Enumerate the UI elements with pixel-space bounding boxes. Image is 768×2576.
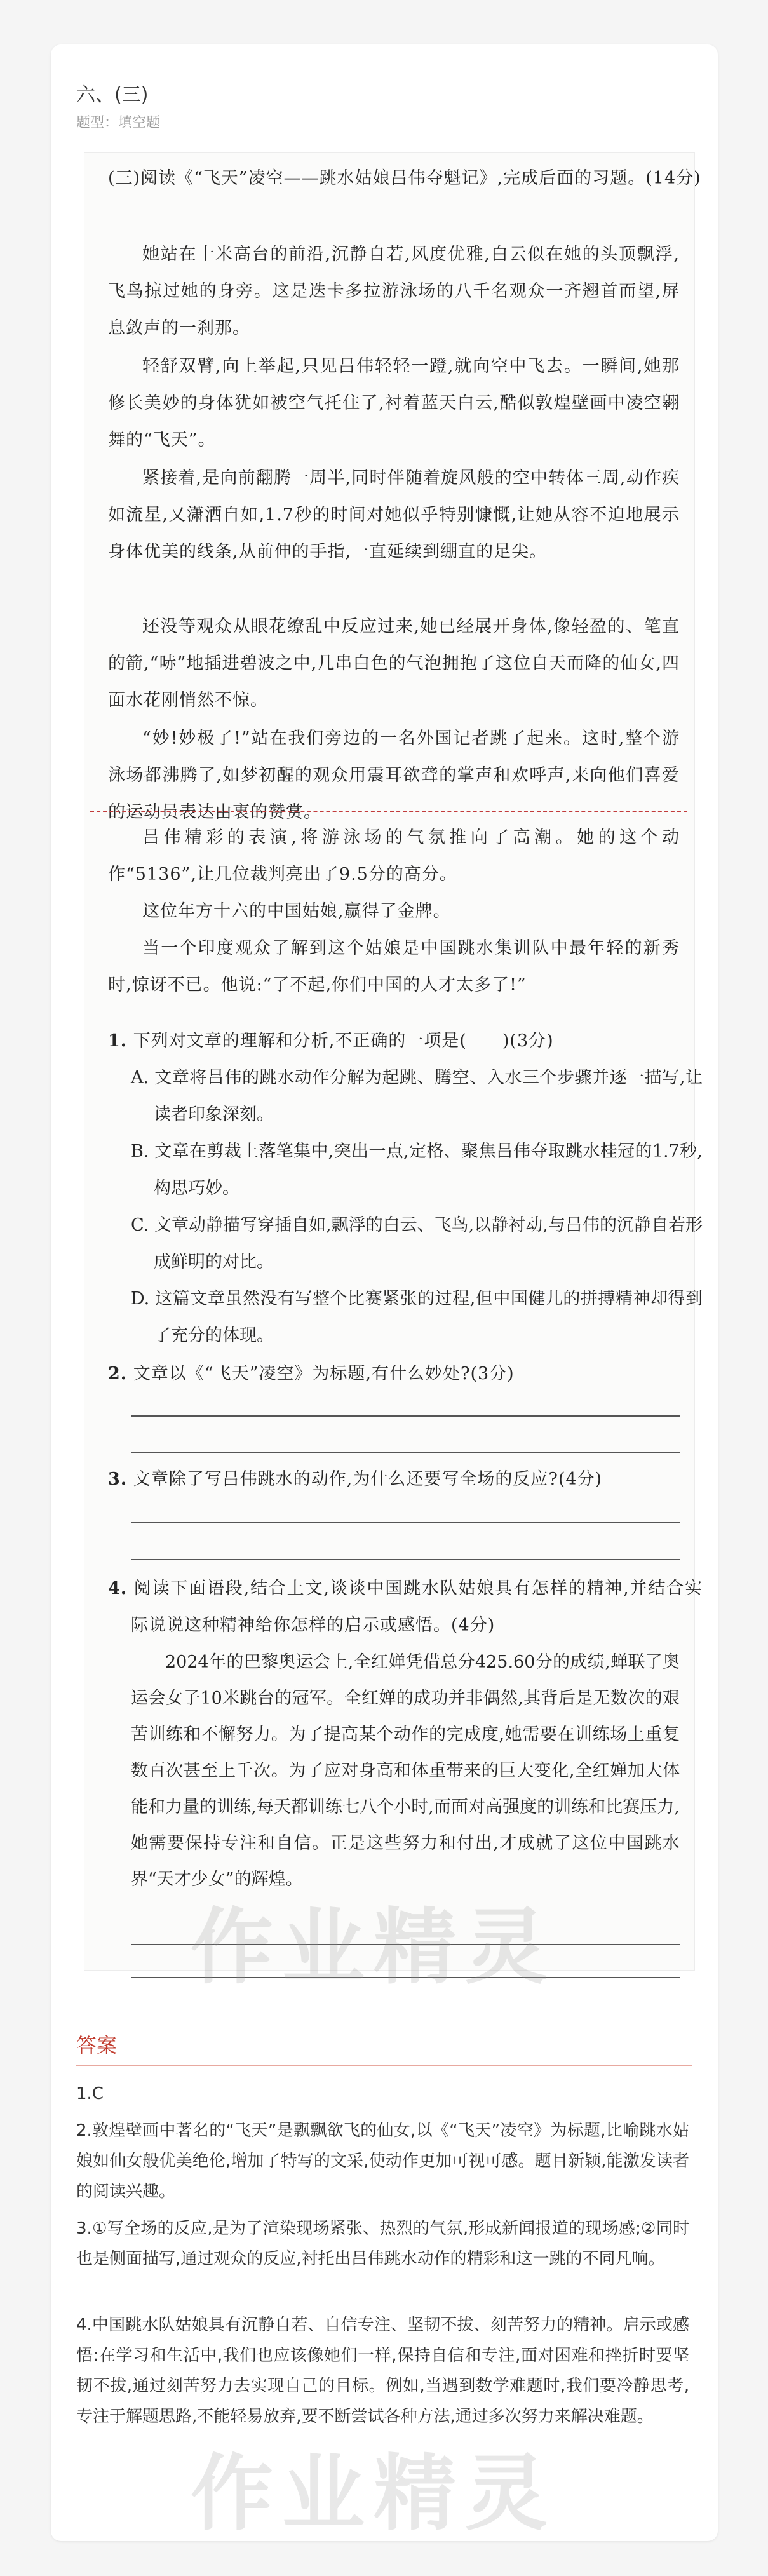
option-c: C. 文章动静描写穿插自如,飘浮的白云、飞鸟,以静衬动,与吕伟的沉静自若形成鲜明的对比。 [131, 1215, 703, 1272]
answers-heading: 答案 [76, 2033, 118, 2058]
question-stem: 文章以《“飞天”凌空》为标题,有什么妙处?(3分) [133, 1364, 515, 1384]
passage-paragraph: “妙!妙极了!”站在我们旁边的一名外国记者跳了起来。这时,整个游泳场都沸腾了,如梦初醒的观众用震耳欲聋的掌声和欢呼声,来向他们喜爱的运动员表达由衷的赞赏。 [108, 729, 680, 822]
watermark-graphic [191, 1899, 584, 1995]
question-stem: 文章除了写吕伟跳水的动作,为什么还要写全场的反应?(4分) [133, 1469, 603, 1489]
passage-paragraph: 轻舒双臂,向上举起,只见吕伟轻轻一蹬,就向空中飞去。一瞬间,她那修长美妙的身体犹如被空气托住了,衬着蓝天白云,酷似敦煌壁画中凌空翱舞的“飞天”。 [108, 356, 680, 450]
question-number: 4. [108, 1579, 128, 1598]
passage-paragraph: 当一个印度观众了解到这个姑娘是中国跳水集训队中最年轻的新秀时,惊讶不已。他说:“了不起,你们中国的人才太多了!” [108, 938, 680, 995]
watermark-graphic [191, 2446, 584, 2541]
question-number: 2. [108, 1364, 128, 1384]
crop-divider [90, 811, 687, 812]
answer-item: 4.中国跳水队姑娘具有沉静自若、自信专注、坚韧不拔、刻苦努力的精神。启示或感悟:在学习和生活中,我们也应该像她们一样,保持自信和专注,面对困难和挫折时要坚韧不拔,通过刻苦努力去实现自己的目标。例如,当遇到数学难题时,我们要冷静思考,专注于解题思路,不能轻易放弃,要不断尝试各种方法,通过多次努力来解决难题。 [76, 2316, 689, 2426]
option-d: D. 这篇文章虽然没有写整个比赛紧张的过程,但中国健儿的拼搏精神却得到了充分的体现。 [131, 1289, 703, 1345]
answer-line [131, 1559, 680, 1560]
excerpt: 2024年的巴黎奥运会上,全红婵凭借总分425.60分的成绩,蝉联了奥运会女子10米跳台的冠军。全红婵的成功并非偶然,其背后是无数次的艰苦训练和不懈努力。为了提高某个动作的完成度,她需要在训练场上重复数百次甚至上千次。为了应对身高和体重带来的巨大变化,全红婵加大体能和力量的训练,每天都训练七八个小时,而面对高强度的训练和比赛压力,她需要保持专注和自信。正是这些努力和付出,才成就了这位中国跳水界“天才少女”的辉煌。 [131, 1652, 680, 1889]
watermark [191, 1899, 584, 2013]
question-type: 题型：填空题 [76, 115, 161, 131]
passage-paragraph: 还没等观众从眼花缭乱中反应过来,她已经展开身体,像轻盈的、笔直的箭,“哧”地插进碧波之中,几串白色的气泡拥抱了这位自天而降的仙女,四面水花刚悄然不惊。 [108, 617, 680, 710]
question-number: 3. [108, 1469, 128, 1489]
question-4 [108, 1570, 703, 1644]
watermark [191, 2446, 584, 2544]
answer-item: 3.①写全场的反应,是为了渲染现场紧张、热烈的气氛,形成新闻报道的现场感;②同时也是侧面描写,通过观众的反应,衬托出吕伟跳水动作的精彩和这一跳的不同凡响。 [76, 2219, 689, 2269]
option-b: B. 文章在剪裁上落笔集中,突出一点,定格、聚焦吕伟夺取跳水桂冠的1.7秒,构思巧妙。 [131, 1142, 703, 1198]
question-1 [108, 1023, 680, 1060]
section-title: 六、(三) [76, 84, 149, 106]
answer-line [131, 1415, 680, 1417]
answer-line [131, 1522, 680, 1523]
svg-text:作业精灵: 作业精灵 [191, 2446, 557, 2541]
question-2 [108, 1356, 680, 1393]
passage-heading: (三)阅读《“飞天”凌空——跳水姑娘吕伟夺魁记》,完成后面的习题。(14分) [108, 168, 701, 188]
question-number: 1. [108, 1031, 128, 1051]
svg-text:作业精灵: 作业精灵 [191, 1899, 557, 1995]
question-stem: 下列对文章的理解和分析,不正确的一项是( )(3分) [133, 1031, 554, 1051]
question-stem: 阅读下面语段,结合上文,谈谈中国跳水队姑娘具有怎样的精神,并结合实际说说这种精神给你怎样的启示或感悟。(4分) [131, 1579, 703, 1635]
option-a: A. 文章将吕伟的跳水动作分解为起跳、腾空、入水三个步骤并逐一描写,让读者印象深刻。 [131, 1068, 703, 1124]
answer-line [131, 1452, 680, 1453]
passage-paragraph: 紧接着,是向前翻腾一周半,同时伴随着旋风般的空中转体三周,动作疾如流星,又潇洒自如,1.7秒的时间对她似乎特别慷慨,让她从容不迫地展示身体优美的线条,从前伸的手指,一直延续到绷直的足尖。 [108, 468, 680, 562]
question-3 [108, 1461, 680, 1498]
answer-item: 1.C [76, 2084, 104, 2103]
passage-paragraph: 这位年方十六的中国姑娘,赢得了金牌。 [142, 901, 451, 921]
passage-paragraph: 吕伟精彩的表演,将游泳场的气氛推向了高潮。她的这个动作“5136”,让几位裁判亮出了9.5分的高分。 [108, 828, 680, 884]
answers-divider [76, 2065, 692, 2066]
answer-item: 2.敦煌壁画中著名的“飞天”是飘飘欲飞的仙女,以《“飞天”凌空》为标题,比喻跳水姑娘如仙女般优美绝伦,增加了特写的文采,使动作更加可视可感。题目新颖,能激发读者的阅读兴趣。 [76, 2121, 689, 2201]
passage-paragraph: 她站在十米高台的前沿,沉静自若,风度优雅,白云似在她的头顶飘浮,飞鸟掠过她的身旁。这是迭卡多拉游泳场的八千名观众一齐翘首而望,屏息敛声的一刹那。 [108, 245, 680, 338]
